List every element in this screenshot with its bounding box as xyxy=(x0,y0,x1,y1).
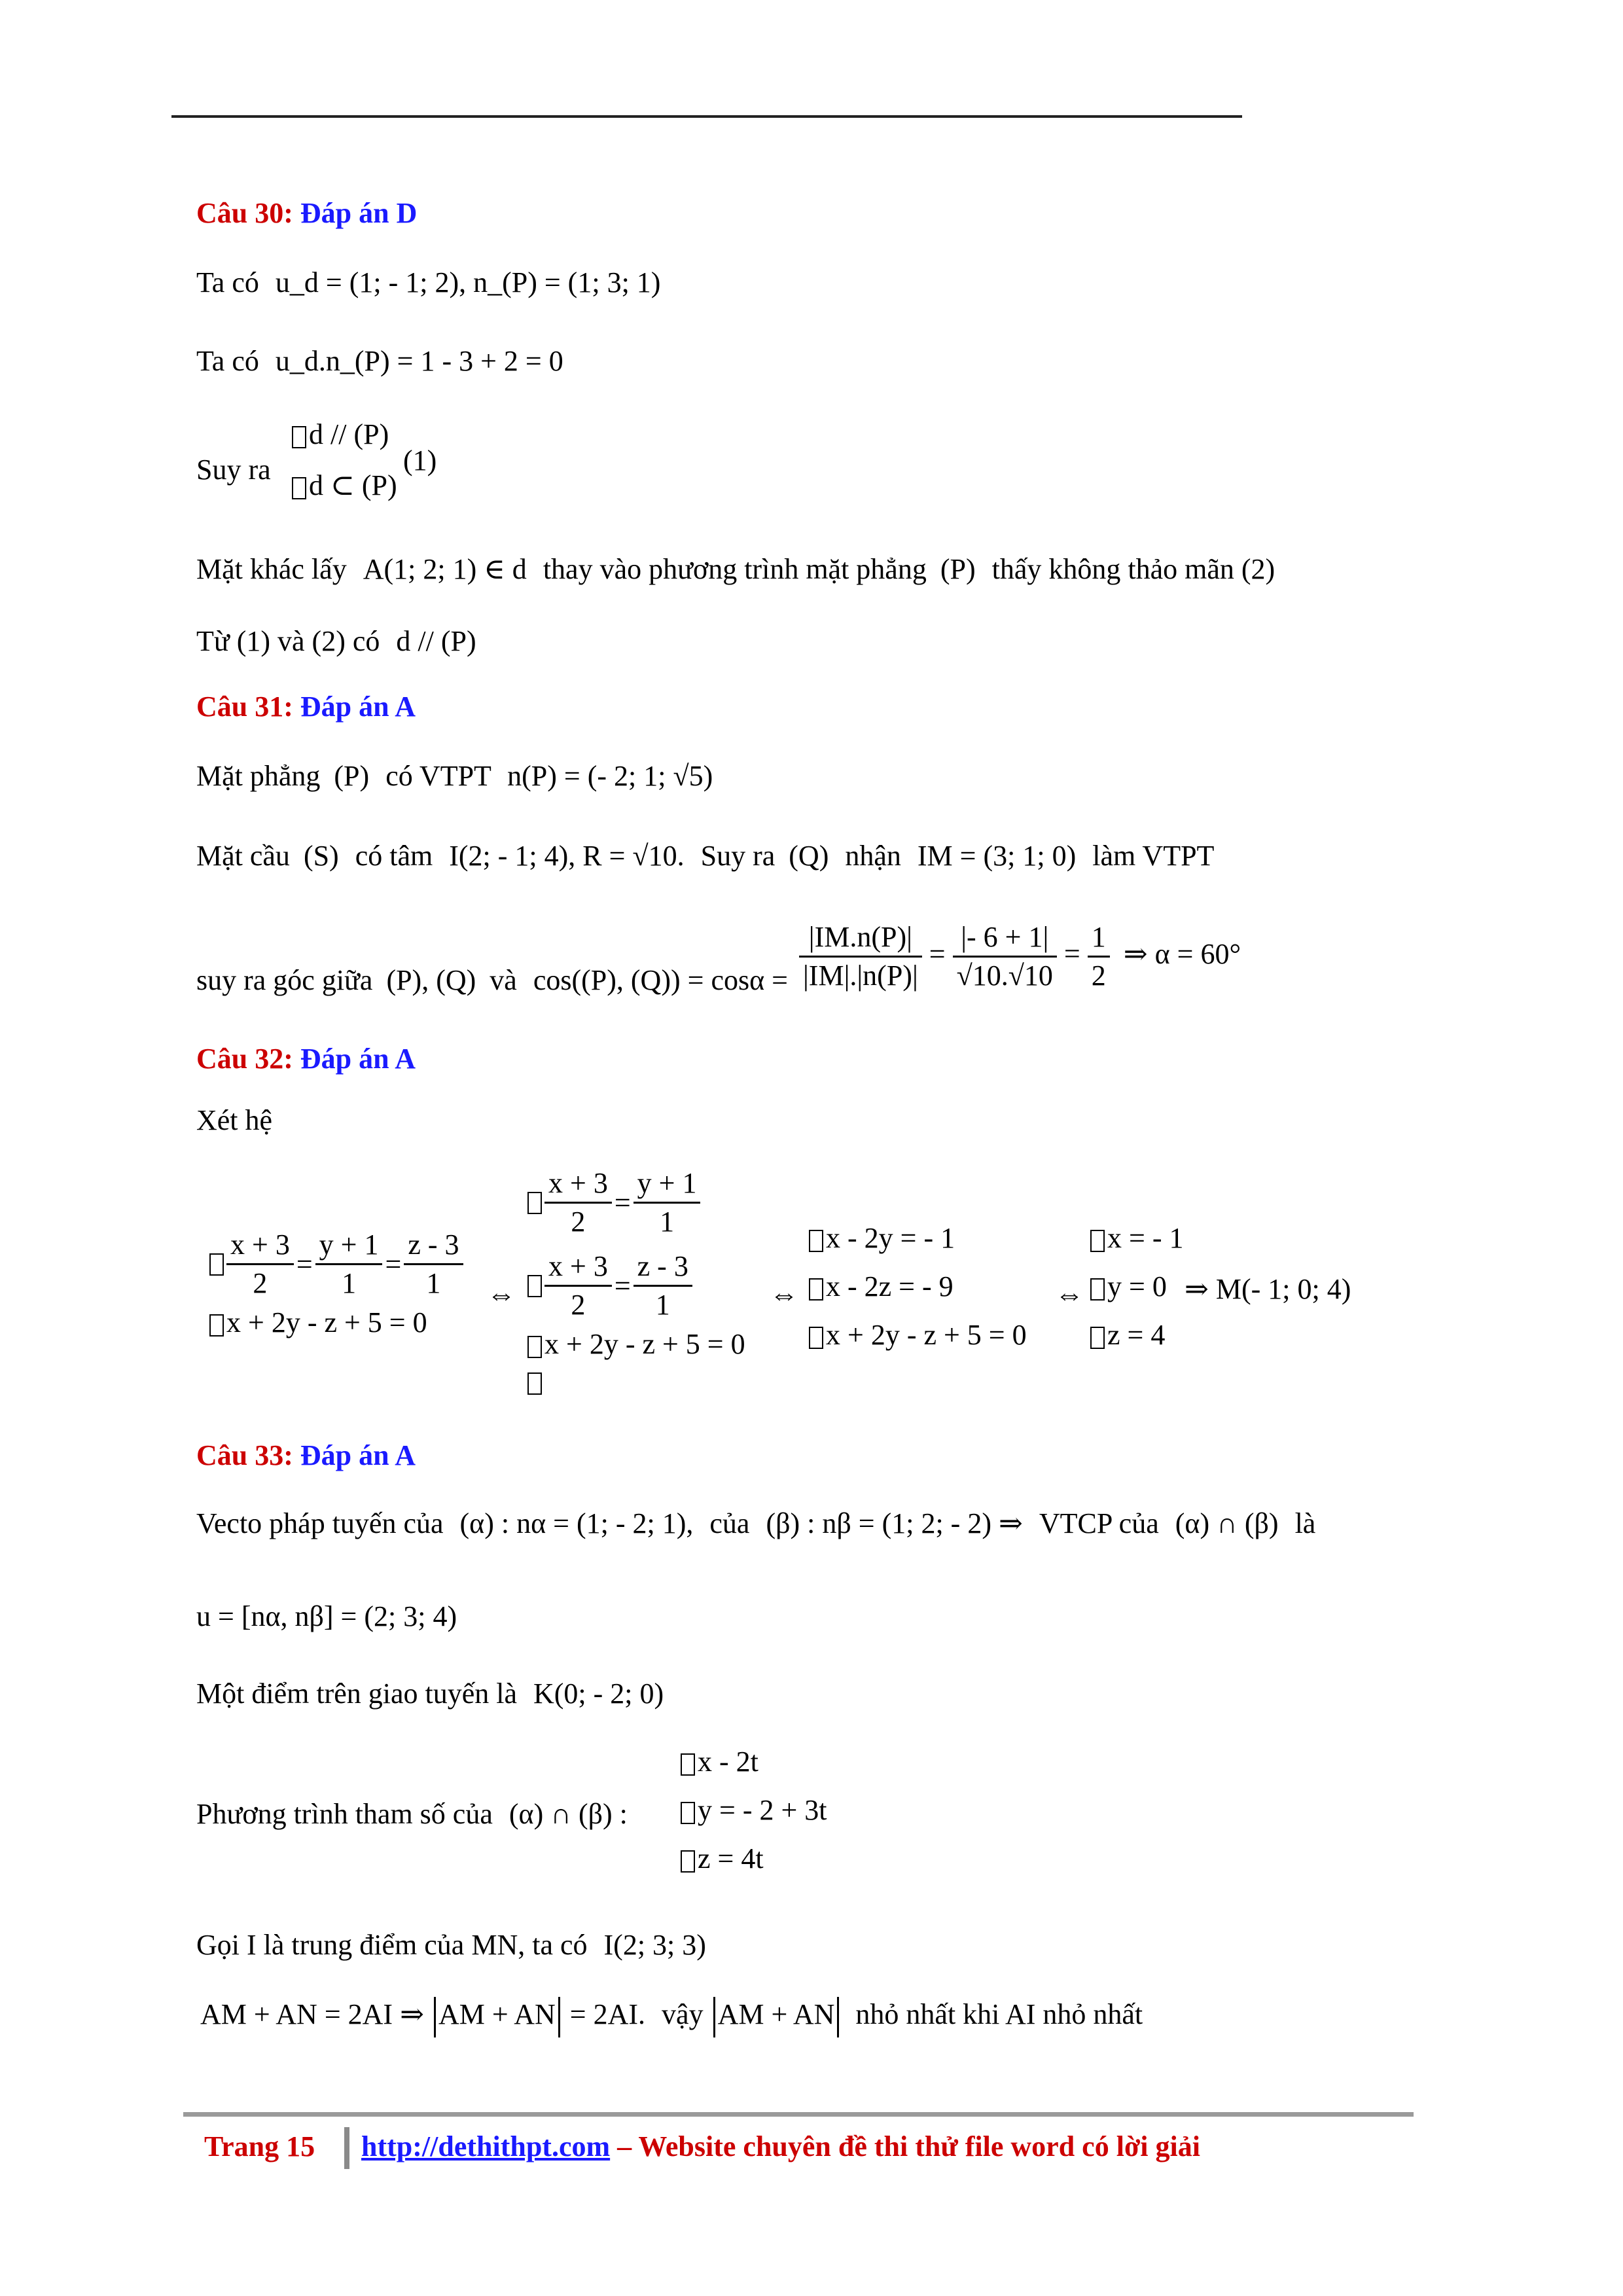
q33-line1: Vecto pháp tuyến của (α) : nα = (1; - 2; 1), của (β) : nβ = (1; 2; - 2) ⇒ VTCP của (α) ∩ (β) là xyxy=(196,1507,1316,1539)
brace-icon xyxy=(809,1230,823,1252)
footer-rule xyxy=(183,2112,1414,2117)
equiv-symbol-2: ⇔ xyxy=(770,1278,798,1310)
brace-bottom-icon xyxy=(292,477,306,499)
brace-icon xyxy=(809,1278,823,1300)
q33-line6: AM + AN = 2AI ⇒ AM + AN = 2AI. vậy AM + AN nhỏ nhất khi AI nhỏ nhất xyxy=(200,1996,1143,2037)
footer-link[interactable]: http://dethithpt.com xyxy=(361,2130,611,2162)
brace-icon xyxy=(681,1753,695,1776)
q30-line3: Suy ra xyxy=(196,454,271,486)
footer-separator xyxy=(344,2127,349,2169)
q33-line4: Phương trình tham số của (α) ∩ (β) : xyxy=(196,1798,628,1830)
q31-line2: Mặt cầu (S) có tâm I(2; - 1; 4), R = √10. Suy ra (Q) nhận IM = (3; 1; 0) làm VTPT xyxy=(196,840,1215,872)
q31-line3: suy ra góc giữa (P), (Q) và cos((P), (Q)) = cosα = $\frac{|IM.n(P)|}{|IM|.|n(P)|}$ = $\frac{|- 6 + 1|}{√10.√10}$ = $\frac{1}{2}$ ⇒ α = 60° xyxy=(196,919,1241,994)
brace-icon xyxy=(527,1192,542,1214)
abs-bar xyxy=(837,1997,839,2037)
brace-icon xyxy=(209,1253,224,1276)
q33-param-system: x - 2t y = - 2 + 3t z = 4t xyxy=(681,1744,827,1877)
abs-bar xyxy=(713,1997,715,2037)
q33-line2: u = [nα, nβ] = (2; 3; 4) xyxy=(196,1600,457,1632)
brace-top-icon xyxy=(292,426,306,448)
heading-q30: Câu 30: Đáp án D xyxy=(196,197,418,229)
q30-line4: Mặt khác lấy A(1; 2; 1) ∈ d thay vào phương trình mặt phẳng (P) thấy không thảo mãn (2) xyxy=(196,553,1275,585)
q30-line5: Từ (1) và (2) có d // (P) xyxy=(196,625,476,657)
footer-page-number: Trang 15 xyxy=(204,2130,315,2162)
footer-tagline-row: http://dethithpt.com – Website chuyên đề thi thử file word có lời giải xyxy=(361,2130,1200,2162)
abs-bar xyxy=(558,1997,560,2037)
q33-line5: Gọi I là trung điểm của MN, ta có I(2; 3; 3) xyxy=(196,1929,706,1961)
equiv-symbol-3: ⇔ xyxy=(1055,1278,1084,1310)
q30-tag: (1) xyxy=(403,444,437,476)
q32-system-4: x = - 1 y = 0 z = 4 xyxy=(1090,1220,1183,1354)
q33-line3: Một điểm trên giao tuyến là K(0; - 2; 0) xyxy=(196,1677,664,1710)
brace-icon xyxy=(527,1275,542,1297)
abs-bar xyxy=(434,1997,436,2037)
brace-icon xyxy=(527,1372,542,1395)
brace-icon xyxy=(1090,1278,1105,1300)
brace-icon xyxy=(527,1336,542,1358)
q32-result: ⇒ M(- 1; 0; 4) xyxy=(1185,1273,1351,1305)
brace-icon xyxy=(809,1327,823,1349)
q30-line2: Ta có u_d.n_(P) = 1 - 3 + 2 = 0 xyxy=(196,345,563,377)
q31-fraction-3: $\frac{1}{2}$ xyxy=(1088,919,1110,994)
heading-q33: Câu 33: Đáp án A xyxy=(196,1439,416,1471)
brace-icon xyxy=(681,1850,695,1873)
header-rule xyxy=(171,115,1242,118)
q31-fraction-2: $\frac{|- 6 + 1|}{√10.√10}$ xyxy=(953,919,1057,994)
q31-fraction-1: $\frac{|IM.n(P)|}{|IM|.|n(P)|}$ xyxy=(799,919,922,994)
equiv-symbol-1: ⇔ xyxy=(487,1278,516,1310)
heading-q31: Câu 31: Đáp án A xyxy=(196,691,416,723)
q32-system-1: $\frac{x + 3}{2}$ = $\frac{y + 1}{1}$ = $\frac{z - 3}{1}$ x + 2y - z + 5 = 0 xyxy=(209,1227,463,1341)
q32-system-2: $\frac{x + 3}{2}$ = $\frac{y + 1}{1}$ $\frac{x + 3}{2}$ = $\frac{z - 3}{1}$ x + 2y - z + 5 = 0 xyxy=(527,1165,745,1399)
brace-icon xyxy=(1090,1327,1105,1349)
q31-line1: Mặt phẳng (P) có VTPT n(P) = (- 2; 1; √5) xyxy=(196,760,713,792)
brace-icon xyxy=(209,1314,224,1336)
q30-system: d // (P) d ⊂ (P) xyxy=(292,416,397,504)
q32-intro: Xét hệ xyxy=(196,1104,273,1136)
q30-line1: Ta có u_d = (1; - 1; 2), n_(P) = (1; 3; 1) xyxy=(196,266,661,298)
q32-system-3: x - 2y = - 1 x - 2z = - 9 x + 2y - z + 5 = 0 xyxy=(809,1220,1027,1354)
brace-icon xyxy=(1090,1230,1105,1252)
heading-q32: Câu 32: Đáp án A xyxy=(196,1043,416,1075)
brace-icon xyxy=(681,1802,695,1824)
